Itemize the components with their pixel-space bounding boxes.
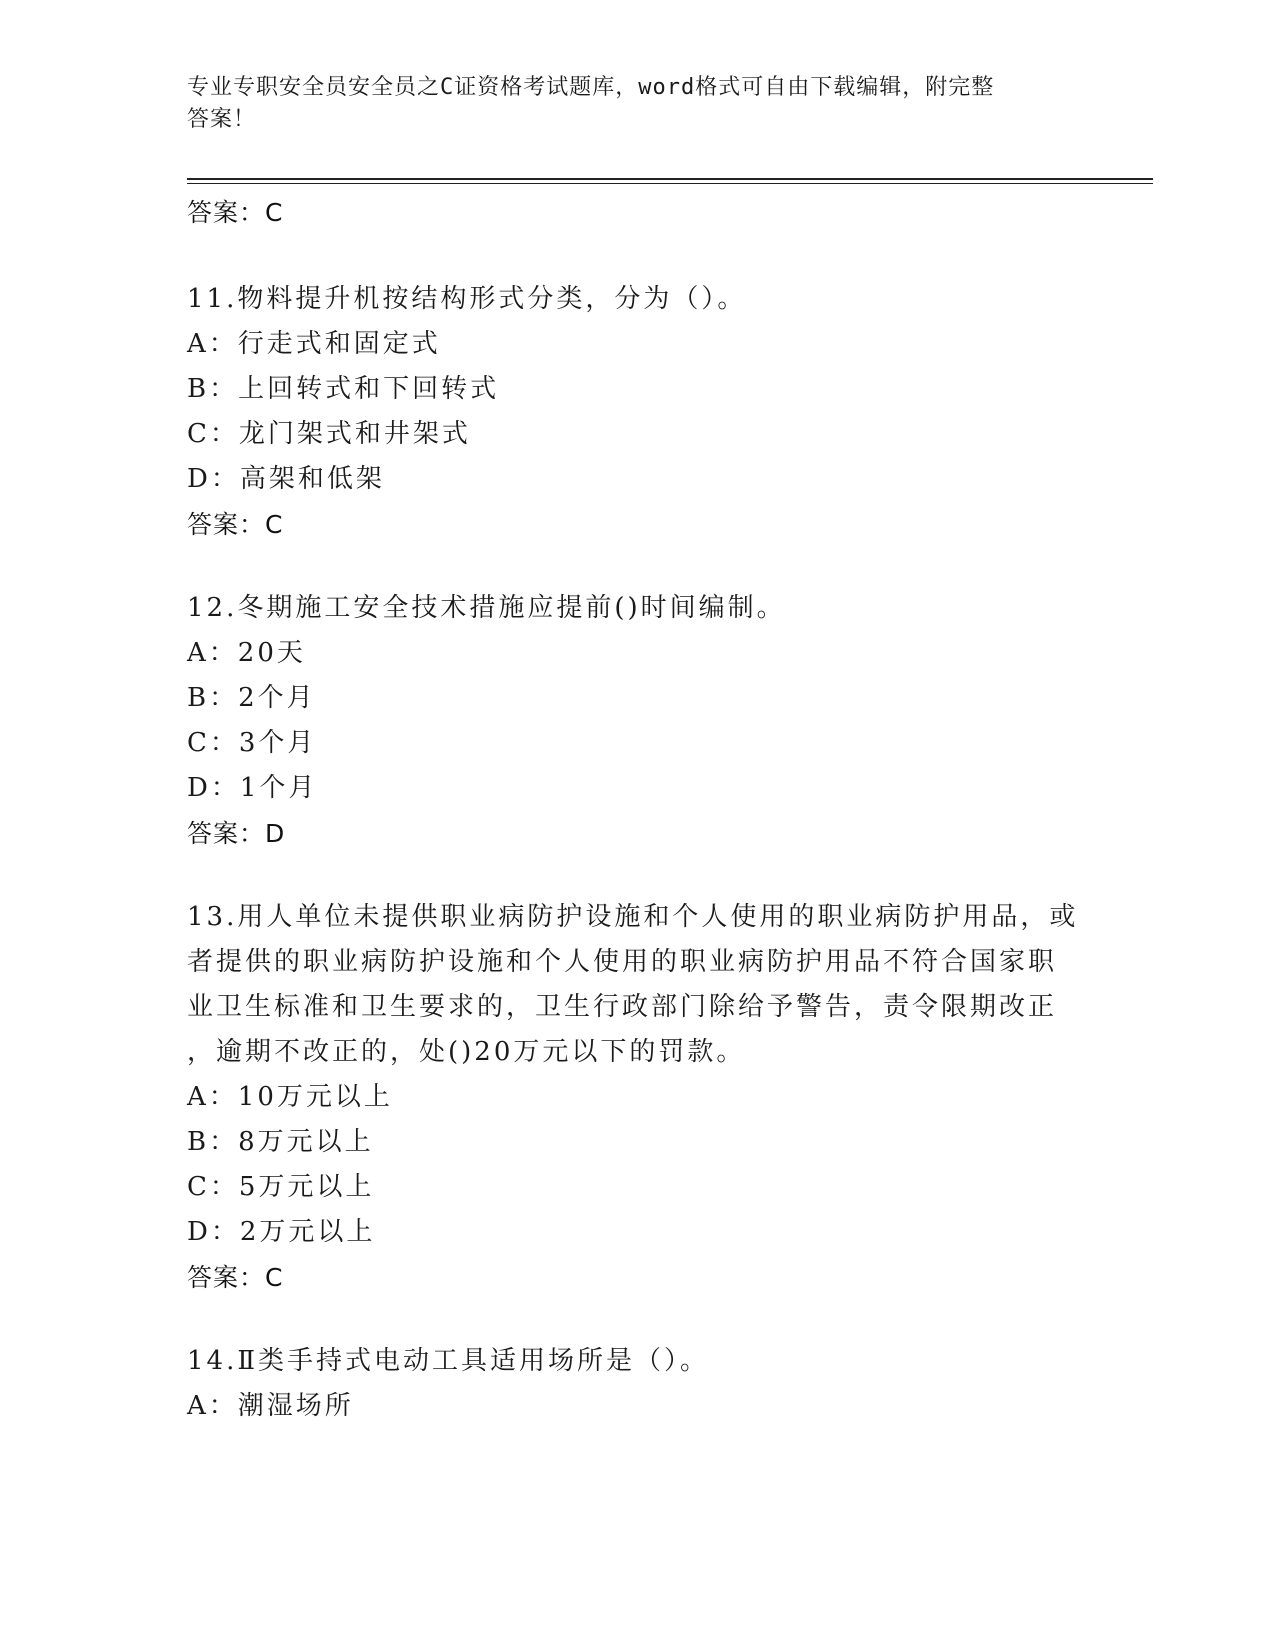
option-c: C：龙门架式和井架式 [187,419,471,449]
spacer [187,235,1087,277]
option-d: D：2万元以上 [187,1217,376,1247]
header-line-2: 答案！ [187,107,257,132]
option-b: B：8万元以上 [187,1127,374,1157]
question-stem [187,1339,1087,1384]
answer-line: 答案：C [187,198,284,227]
stem-line: ，逾期不改正的，处()20万元以下的罚款。 [187,1037,746,1067]
question-stem [187,586,1087,631]
option-d: D：高架和低架 [187,464,385,494]
question-item [187,277,1087,547]
header-divider-bottom [187,183,1153,184]
option-b: B：2个月 [187,683,316,713]
option-c: C：5万元以上 [187,1172,375,1202]
header-line-1: 专业专职安全员安全员之C证资格考试题库，word格式可自由下载编辑，附完整 [187,75,995,100]
header-divider-top [187,178,1153,180]
option-a: A：10万元以上 [187,1082,393,1112]
stem-line: 11.物料提升机按结构形式分类，分为（）。 [187,284,747,314]
option-a: A：行走式和固定式 [187,329,441,359]
option-a: A：潮湿场所 [187,1391,354,1421]
option-a: A：20天 [187,638,306,668]
stem-line: 14.Ⅱ类手持式电动工具适用场所是（）。 [187,1346,710,1376]
stem-line: 13.用人单位未提供职业病防护设施和个人使用的职业病防护用品，或 [187,902,1079,932]
option-b: B：上回转式和下回转式 [187,374,500,404]
spacer [187,547,1087,586]
stem-line: 者提供的职业病防护设施和个人使用的职业病防护用品不符合国家职 [187,947,1058,977]
stem-line: 12.冬期施工安全技术措施应提前()时间编制。 [187,593,786,623]
spacer [187,1300,1087,1339]
question-item [187,586,1087,856]
answer-line: 答案：C [187,510,284,539]
answer-line: 答案：D [187,819,286,848]
question-list [187,190,1087,1429]
question-item [187,1339,1087,1429]
answer-line: 答案：C [187,1263,284,1292]
option-d: D：1个月 [187,773,318,803]
question-item [187,895,1087,1300]
question-stem [187,277,1087,322]
stem-line: 业卫生标准和卫生要求的，卫生行政部门除给予警告，责令限期改正 [187,992,1058,1022]
option-c: C：3个月 [187,728,317,758]
spacer [187,856,1087,895]
question-stem [187,895,1087,1075]
document-header [187,72,1087,136]
